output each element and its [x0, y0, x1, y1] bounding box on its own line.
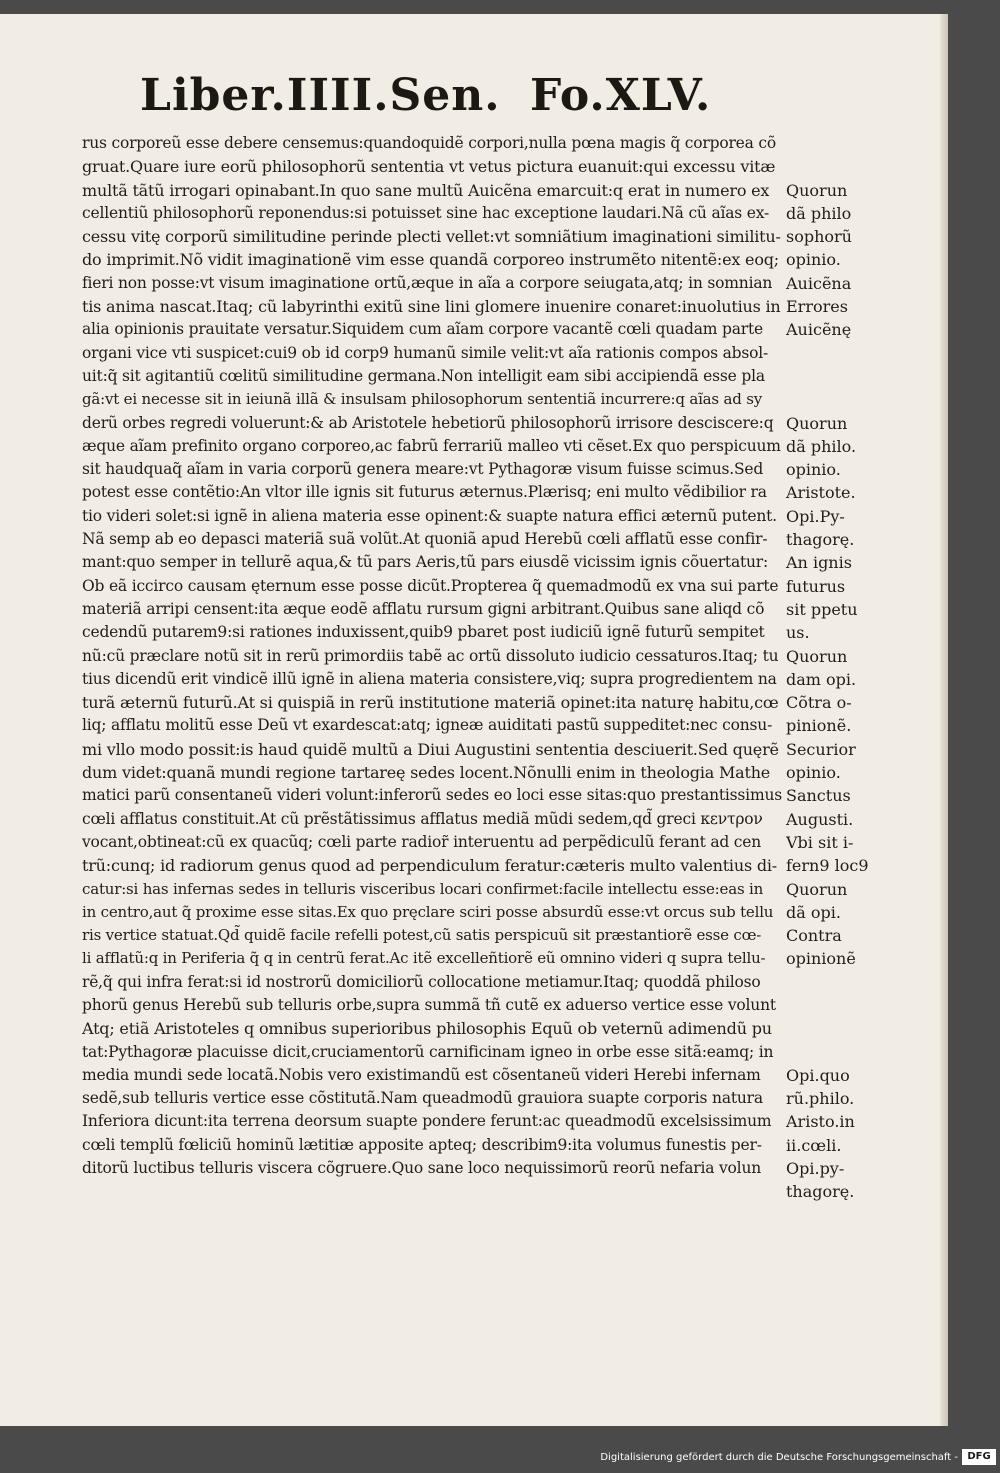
main-text-block [82, 132, 782, 1180]
header-folio: Fo.XLV. [530, 70, 712, 121]
text-line: tio videri solet:si ignẽ in aliena materia esse opinent:& suapte natura effici æternũ putent. [82, 506, 777, 525]
margin-note-line: fern9 loc9 [786, 856, 869, 876]
text-line: organi vice vti suspicet:cui9 ob id corp9 humanũ simile velit:vt aĩa rationis compos absol- [82, 343, 769, 362]
margin-note-line: Aristote. [786, 483, 856, 503]
margin-note-line: An ignis [786, 553, 852, 573]
margin-note-line [786, 132, 936, 155]
text-line: do imprimit.Nõ vidit imaginationẽ vim esse quandã corporeo instrumẽto nitentẽ:ex eoq; [82, 250, 779, 270]
text-line: rus corporeũ esse debere censemus:quandoquidẽ corpori,nulla pœna magis q̃ corporea cõ [82, 134, 777, 152]
margin-note-line [786, 365, 936, 388]
margin-note-line: Errores [786, 297, 848, 317]
text-line: ris vertice statuat.Qd̃ quidẽ facile refelli potest,cũ satis perspicuũ sit præstantiorẽ esse cœ- [82, 926, 762, 945]
text-line: fieri non posse:vt visum imaginatione ortũ,æque in aĩa a corpore seiugata,atq; in somnian [82, 273, 773, 292]
text-line: derũ orbes regredi voluerunt:& ab Aristotele hebetiorũ philosophorũ irrisore desciscere:q [82, 413, 774, 432]
text-line: uit:q̃ sit agitantiũ cœlitũ similitudine germana.Non intelligit eam sibi accipiendã esse pla [82, 366, 765, 385]
text-line: media mundi sede locatã.Nobis vero existimandũ est cõsentaneũ videri Herebi infernam [82, 1065, 761, 1084]
text-line: æque aĩam prefinito organo corporeo,ac fabrũ ferrariũ malleo vti cẽset.Ex quo perspicuum [82, 436, 781, 455]
text-line: Inferiora dicunt:ita terrena deorsum suapte pondere ferunt:ac queadmodũ excelsissimum [82, 1112, 772, 1131]
text-line: trũ:cunq; id radiorum genus quod ad perpendiculum feratur:cæteris multo valentius di- [82, 856, 778, 876]
margin-note-line [786, 155, 936, 178]
funding-credit: Digitalisierung gefördert durch die Deutsche Forschungsgemeinschaft - [600, 1452, 958, 1463]
margin-notes [786, 132, 936, 1204]
margin-note-line: Auicẽna [786, 273, 852, 293]
text-line: turã æternũ futurũ.At si quispiã in rerũ institutione materiã opinet:ita naturę habitu,cœ [82, 693, 779, 713]
footer-bar [0, 1444, 1000, 1473]
text-line: Ob eã iccirco causam ęternum esse posse dicũt.Propterea q̃ quemadmodũ ex vna sui parte [82, 576, 779, 595]
margin-note-line: Opi.Py- [786, 506, 845, 526]
text-line: ditorũ luctibus telluris viscera cõgruere.Quo sane loco nequissimorũ reorũ nefaria volun [82, 1159, 762, 1178]
margin-note-line: opinio. [786, 763, 841, 783]
margin-note-line: Augusti. [786, 809, 854, 829]
margin-note-line [786, 388, 936, 411]
margin-note-line [786, 971, 936, 994]
margin-note-line: Cõtra o- [786, 693, 852, 713]
text-line: Atq; etiã Aristoteles q omnibus superioribus philosophis Equũ ob veternũ adimendũ pu [82, 1019, 772, 1039]
margin-note-line [786, 1017, 936, 1040]
text-line: tis anima nascat.Itaq; cũ labyrinthi exitũ sine lini glomere inuenire conaret:inuolutius in [82, 297, 781, 317]
text-line: li afflatũ:q in Periferia q̃ q in centrũ ferat.Ac itẽ excelleñtiorẽ eũ omnino videri q supra tellu- [82, 949, 766, 968]
running-header [140, 70, 740, 130]
page-edge [940, 14, 948, 1426]
text-line: sedẽ,sub telluris vertice esse cõstitutã.Nam queadmodũ grauiora suapte corporis natura [82, 1089, 763, 1108]
margin-note-line [786, 1041, 936, 1064]
header-book-number: Liber.IIII.Sen. [140, 70, 501, 121]
margin-note-line: Aristo.in [786, 1112, 855, 1132]
margin-note-line: dã philo. [786, 436, 857, 456]
margin-note-line: opinionẽ [786, 949, 856, 969]
margin-note-line: Opi.py- [786, 1159, 845, 1179]
margin-note-line: sit ppetu [786, 599, 858, 619]
margin-note-line: Quorun [786, 879, 848, 899]
margin-note-line [786, 994, 936, 1017]
margin-note-line: Contra [786, 926, 842, 946]
text-line: tius dicendũ erit vindicẽ illũ ignẽ in aliena materia consistere,viq; supra progredientem na [82, 669, 777, 688]
margin-note-line: Securior [786, 739, 856, 759]
margin-note-line: rũ.philo. [786, 1089, 855, 1109]
text-line: liq; afflatu molitũ esse Deũ vt exardescat:atq; igneæ auiditati pastũ suppeditet:nec consu- [82, 716, 773, 735]
text-line: phorũ genus Herebũ sub telluris orbe,supra summã tñ cutẽ ex aduerso vertice esse volunt [82, 995, 776, 1014]
margin-note-line: Opi.quo [786, 1065, 850, 1085]
text-line: cessu vitę corporũ similitudine perinde plecti vellet:vt somniãtium imaginationi similitu- [82, 227, 781, 247]
dfg-logo: DFG [962, 1449, 996, 1465]
text-line: cedendũ putarem9:si rationes induxissent,quib9 pbaret post iudiciũ ignẽ futurũ sempitet [82, 623, 765, 642]
margin-note-line: dã opi. [786, 902, 841, 922]
text-line: potest esse contẽtio:An vltor ille ignis sit futurus æternus.Plærisq; eni multo vẽdibilior ra [82, 483, 767, 502]
margin-note-line: Sanctus [786, 786, 851, 806]
text-line: nũ:cũ præclare notũ sit in rerũ primordiis tabẽ ac ortũ dissoluto iudicio cessaturos.Itaq; tu [82, 646, 779, 665]
margin-note-line: dam opi. [786, 669, 857, 689]
text-line: in centro,aut q̃ proxime esse sitas.Ex quo pręclare sciri posse absurdũ esse:vt orcus sub tellu [82, 902, 774, 921]
text-line: rẽ,q̃ qui infra ferat:si id nostrorũ domiciliorũ collocatione metiamur.Itaq; quoddã philoso [82, 972, 761, 991]
margin-note-line: Quorun [786, 413, 848, 433]
text-line: alia opinionis prauitate versatur.Siquidem cum aĩam corpore vacantẽ cœli quadam parte [82, 320, 763, 339]
text-line: tat:Pythagoræ placuisse dicit,cruciamentorũ carnificinam igneo in orbe esse sitã:eamq; in [82, 1042, 774, 1061]
margin-note-line: futurus [786, 576, 846, 596]
text-line: cœli templũ fœliciũ hominũ lætitiæ apposite apteq; describim9:ita volumus funestis per- [82, 1135, 762, 1154]
margin-note-line: Quorun [786, 180, 848, 200]
text-line: gruat.Quare iure eorũ philosophorũ sententia vt vetus pictura euanuit:qui excessu vitæ [82, 157, 776, 177]
margin-note-line: sophorũ [786, 227, 852, 247]
text-line: sit haudquaq̃ aĩam in varia corporũ genera meare:vt Pythagoræ visum fuisse scimus.Sed [82, 460, 764, 479]
margin-note-line: thagorę. [786, 530, 855, 550]
margin-note-line: Vbi sit i- [786, 832, 854, 852]
text-line: matici parũ consentaneũ videri volunt:inferorũ sedes eo loci esse sitas:quo prestantissimus [82, 786, 782, 805]
text-line: mant:quo semper in tellurẽ aqua,& tũ pars Aeris,tũ pars eiusdẽ vicissim ignis cõuertatur: [82, 553, 769, 572]
margin-note-line: opinio. [786, 460, 841, 480]
margin-note-line: pinionẽ. [786, 716, 852, 736]
margin-note-line: us. [786, 623, 810, 643]
margin-note-line: opinio. [786, 250, 841, 270]
text-line: mi vllo modo possit:is haud quidẽ multũ a Diui Augustini sententia desciuerit.Sed quęrẽ [82, 739, 779, 759]
text-line: Nã semp ab eo depasci materiã suã volũt.At quoniã apud Herebũ cœli afflatũ esse confir- [82, 530, 768, 549]
text-line: materiã arripi censent:ita æque eodẽ afflatu rursum gigni arbitrant.Quibus sane aliqd cõ [82, 599, 765, 618]
margin-note-line: Quorun [786, 646, 848, 666]
text-line: multã tãtũ irrogari opinabant.In quo sane multũ Auicẽna emarcuit:q erat in numero ex [82, 180, 770, 200]
margin-note-line: Auicẽnę [786, 320, 852, 340]
text-line: cœli afflatus constituit.At cũ prẽstãtissimus afflatus mediã mũdi sedem,qd̃ greci κεντρον [82, 809, 763, 828]
margin-note-line: ii.cœli. [786, 1135, 842, 1155]
margin-note-line [786, 342, 936, 365]
margin-note-line: thagorę. [786, 1182, 855, 1202]
text-line: cellentiũ philosophorũ reponendus:si potuisset sine hac exceptione laudari.Nã cũ aĩas ex- [82, 203, 770, 222]
text-line: gã:vt ei necesse sit in ieiunã illã & insulsam philosophorum sententiã incurrere:q aĩas ad sy [82, 390, 762, 409]
text-line: catur:si has infernas sedes in telluris visceribus locari confirmet:facile intellectu esse:eas in [82, 879, 764, 898]
margin-note-line: dã philo [786, 203, 852, 223]
text-line: dum videt:quanã mundi regione tartareę sedes locent.Nõnulli enim in theologia Mathe [82, 763, 771, 783]
text-line: vocant,obtineat:cũ ex quacũq; cœli parte radior̃ interuentu ad perpẽdiculũ ferant ad cen [82, 832, 762, 851]
